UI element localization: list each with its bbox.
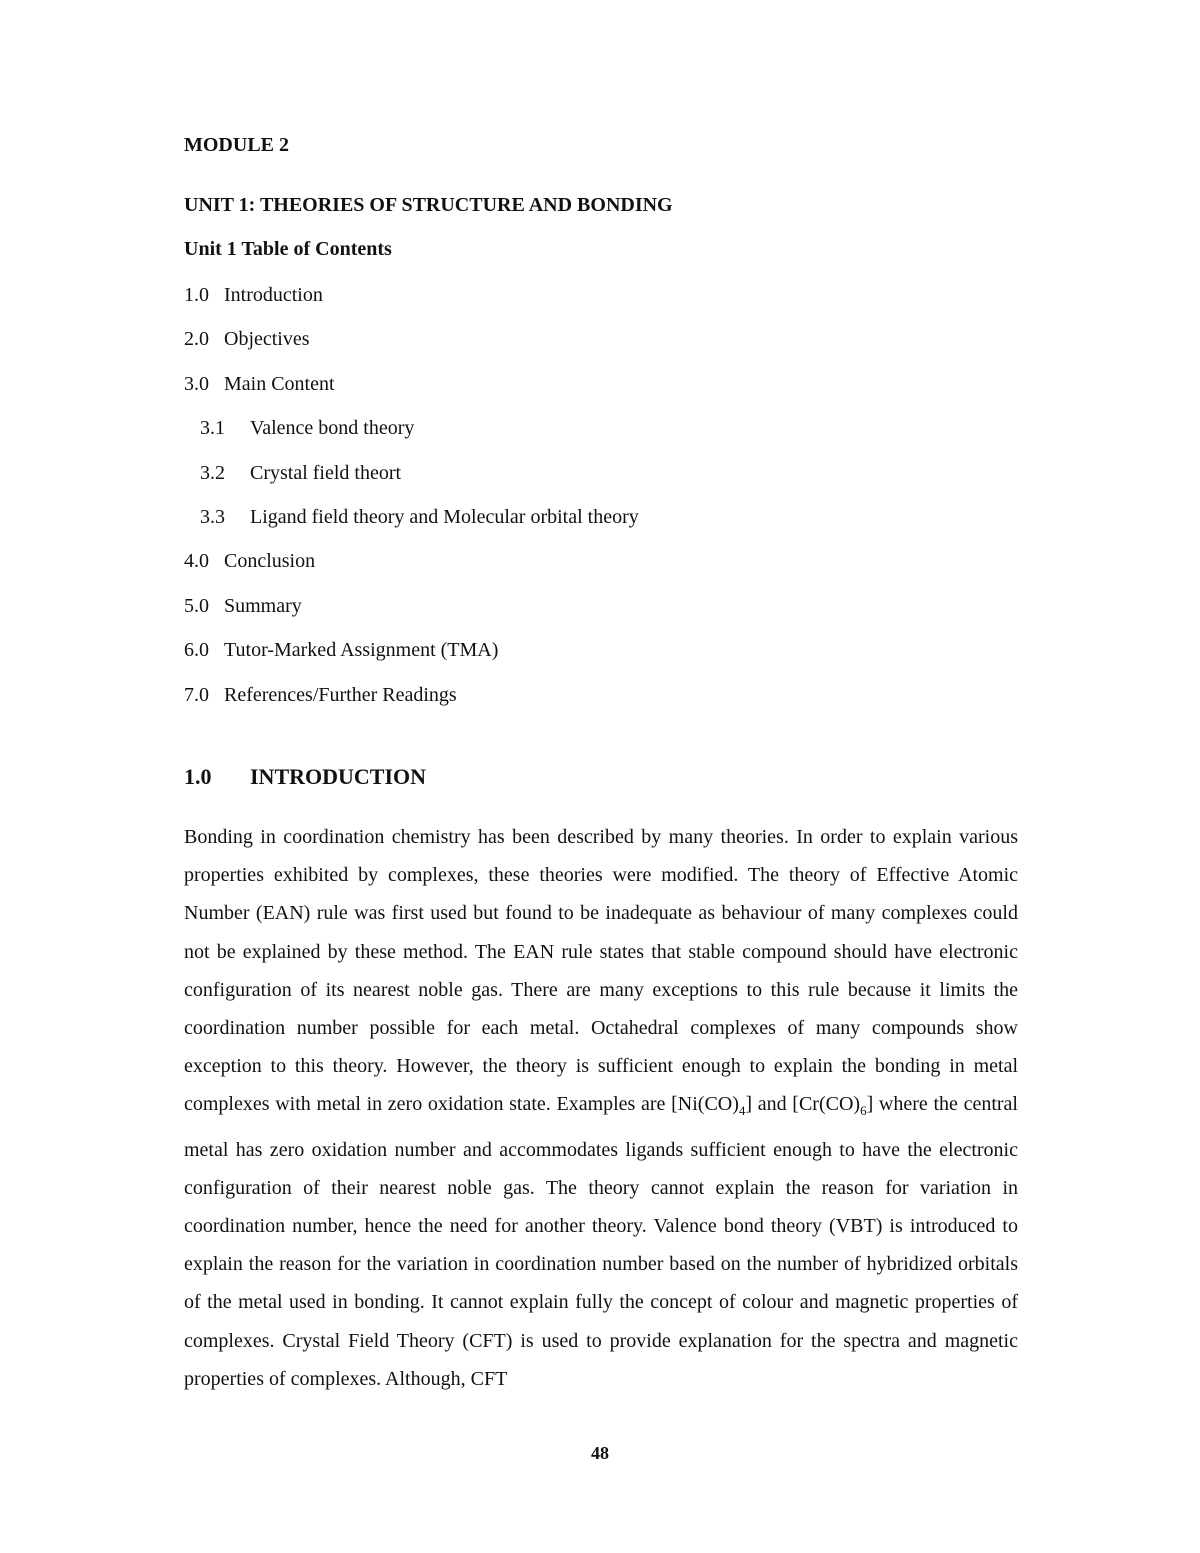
toc-item-number: 3.3 xyxy=(200,505,225,528)
table-of-contents xyxy=(184,280,639,724)
toc-item-number: 4.0 xyxy=(184,550,209,573)
toc-item-number: 2.0 xyxy=(184,328,209,351)
section-number: 1.0 xyxy=(184,764,212,789)
toc-item-number: 7.0 xyxy=(184,683,209,706)
toc-item-number: 6.0 xyxy=(184,639,209,662)
toc-item-number: 1.0 xyxy=(184,284,209,306)
page-number: 48 xyxy=(591,1443,609,1463)
paragraph-text: ] and [Cr(CO) xyxy=(745,1093,861,1116)
toc-item-number: 3.0 xyxy=(184,372,209,395)
toc-item-label: Tutor-Marked Assignment (TMA) xyxy=(224,639,499,662)
toc-item-label: References/Further Readings xyxy=(224,683,457,706)
toc-item xyxy=(184,635,639,679)
toc-item-label: Introduction xyxy=(224,284,323,306)
paragraph-text: Bonding in coordination chemistry has been described by many theories. In order to explain various properties exhibited by complexes, these theories were modified. The theory of Effective Atomic Number (EAN) rule was first used but found to be inadequate as behaviour of many complexes could not be explained by these method. The EAN rule states that stable compound should have electronic configuration of its nearest noble gas. There are many exceptions to this rule because it limits the coordination number possible for each metal. Octahedral complexes of many compounds show exception to this theory. However, the theory is sufficient enough to explain the bonding in metal complexes with metal in zero oxidation state. Examples are [Ni(CO) xyxy=(184,826,1018,1116)
section-heading xyxy=(184,764,426,790)
module-label: MODULE 2 xyxy=(184,134,289,156)
toc-item-label: Summary xyxy=(224,594,302,617)
subscript: 6 xyxy=(860,1103,867,1119)
toc-item xyxy=(184,680,639,724)
toc-subitem xyxy=(184,502,639,546)
unit-title: UNIT 1: THEORIES OF STRUCTURE AND BONDING xyxy=(184,194,673,216)
toc-item-number: 3.1 xyxy=(200,417,225,440)
introduction-paragraph xyxy=(184,818,1018,1398)
toc-heading: Unit 1 Table of Contents xyxy=(184,238,392,260)
toc-item-label: Objectives xyxy=(224,328,310,351)
toc-item xyxy=(184,369,639,413)
toc-item-label: Valence bond theory xyxy=(250,417,415,440)
toc-item xyxy=(184,546,639,590)
toc-item-number: 5.0 xyxy=(184,594,209,617)
toc-subitem xyxy=(184,458,639,502)
subscript: 4 xyxy=(738,1103,746,1119)
toc-item-label: Ligand field theory and Molecular orbital theory xyxy=(250,505,639,528)
toc-item-label: Main Content xyxy=(224,372,335,395)
paragraph-text: ] where the central metal has zero oxidation number and accommodates ligands sufficient enough to have the electronic configuration of their nearest noble gas. The theory cannot explain the reason for variation in coordination number, hence the need for another theory. Valence bond theory (VBT) is introduced to explain the reason for the variation in coordination number based on the number of hybridized orbitals of the metal used in bonding. It cannot explain fully the concept of colour and magnetic properties of complexes. Crystal Field Theory (CFT) is used to provide explanation for the spectra and magnetic properties of complexes. Although, CFT xyxy=(184,1093,1018,1390)
toc-item xyxy=(184,280,639,324)
toc-item-label: Crystal field theort xyxy=(250,461,402,484)
toc-item xyxy=(184,591,639,635)
toc-subitem xyxy=(184,413,639,457)
toc-item xyxy=(184,324,639,368)
toc-item-number: 3.2 xyxy=(200,461,225,484)
toc-item-label: Conclusion xyxy=(224,550,316,573)
section-title: INTRODUCTION xyxy=(250,764,427,789)
